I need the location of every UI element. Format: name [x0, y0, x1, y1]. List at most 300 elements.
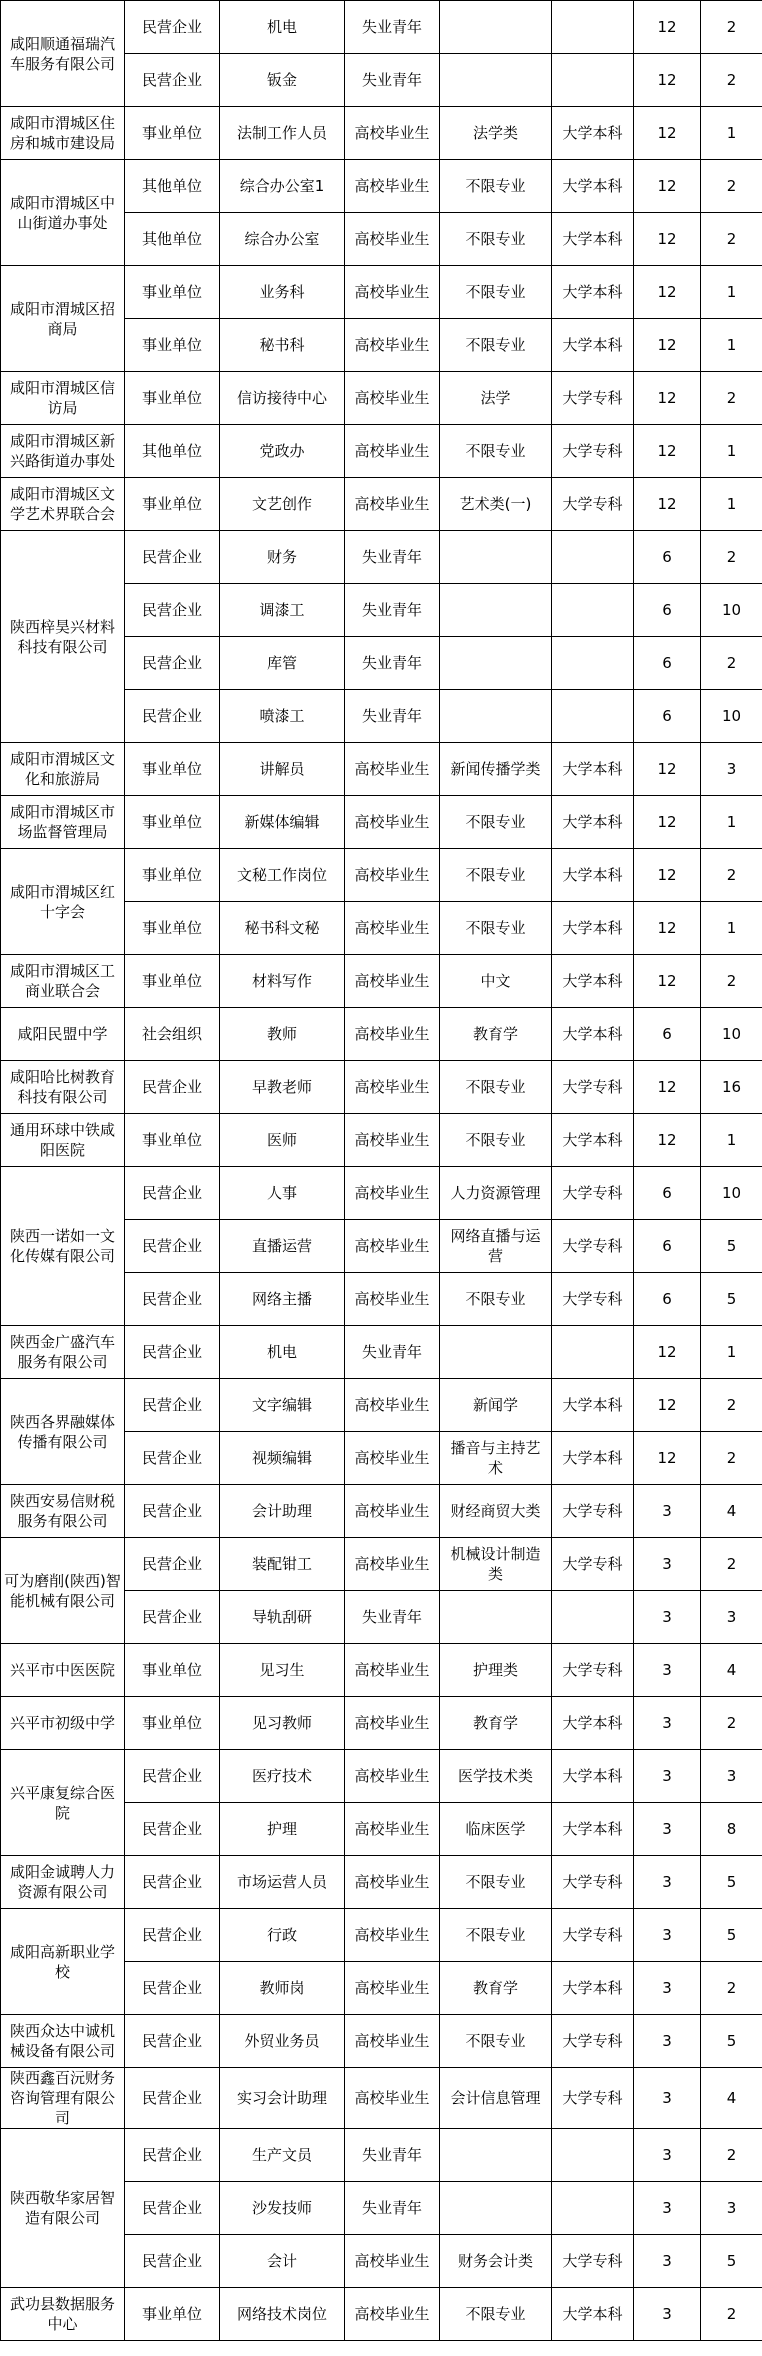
headcount-cell: 3 — [701, 2182, 762, 2235]
duration-cell: 12 — [634, 849, 701, 902]
organization-cell: 咸阳市渭城区新兴路街道办事处 — [1, 425, 125, 478]
education-cell: 大学本科 — [552, 1750, 634, 1803]
position-cell: 医疗技术 — [220, 1750, 345, 1803]
target-group-cell: 失业青年 — [345, 2182, 440, 2235]
target-group-cell: 失业青年 — [345, 531, 440, 584]
target-group-cell: 高校毕业生 — [345, 1114, 440, 1167]
unit-type-cell: 事业单位 — [125, 372, 220, 425]
duration-cell: 12 — [634, 902, 701, 955]
target-group-cell: 高校毕业生 — [345, 1538, 440, 1591]
position-cell: 生产文员 — [220, 2129, 345, 2182]
target-group-cell: 失业青年 — [345, 2129, 440, 2182]
major-cell: 教育学 — [440, 1962, 552, 2015]
education-cell: 大学本科 — [552, 107, 634, 160]
target-group-cell: 失业青年 — [345, 1326, 440, 1379]
headcount-cell: 2 — [701, 2129, 762, 2182]
duration-cell: 6 — [634, 1008, 701, 1061]
headcount-cell: 4 — [701, 2068, 762, 2129]
major-cell: 不限专业 — [440, 2288, 552, 2341]
table-body — [1, 1, 762, 2341]
position-cell: 行政 — [220, 1909, 345, 1962]
education-cell: 大学专科 — [552, 478, 634, 531]
target-group-cell: 高校毕业生 — [345, 319, 440, 372]
target-group-cell: 高校毕业生 — [345, 743, 440, 796]
organization-cell: 武功县数据服务中心 — [1, 2288, 125, 2341]
target-group-cell: 高校毕业生 — [345, 213, 440, 266]
headcount-cell: 2 — [701, 213, 762, 266]
duration-cell: 12 — [634, 213, 701, 266]
organization-cell: 咸阳市渭城区红十字会 — [1, 849, 125, 955]
organization-cell: 兴平市初级中学 — [1, 1697, 125, 1750]
unit-type-cell: 其他单位 — [125, 213, 220, 266]
duration-cell: 12 — [634, 1379, 701, 1432]
major-cell: 教育学 — [440, 1697, 552, 1750]
headcount-cell: 10 — [701, 1008, 762, 1061]
headcount-cell: 1 — [701, 319, 762, 372]
target-group-cell: 高校毕业生 — [345, 1750, 440, 1803]
duration-cell: 12 — [634, 955, 701, 1008]
major-cell: 医学技术类 — [440, 1750, 552, 1803]
duration-cell: 12 — [634, 1061, 701, 1114]
major-cell: 中文 — [440, 955, 552, 1008]
target-group-cell: 高校毕业生 — [345, 372, 440, 425]
target-group-cell: 高校毕业生 — [345, 478, 440, 531]
headcount-cell: 5 — [701, 1909, 762, 1962]
organization-cell: 咸阳市渭城区招商局 — [1, 266, 125, 372]
unit-type-cell: 民营企业 — [125, 1, 220, 54]
major-cell: 机械设计制造类 — [440, 1538, 552, 1591]
table-row — [1, 1379, 762, 1432]
target-group-cell: 高校毕业生 — [345, 1909, 440, 1962]
duration-cell: 3 — [634, 2288, 701, 2341]
education-cell: 大学本科 — [552, 849, 634, 902]
organization-cell: 陕西安易信财税服务有限公司 — [1, 1485, 125, 1538]
headcount-cell: 2 — [701, 372, 762, 425]
education-cell: 大学专科 — [552, 1167, 634, 1220]
position-cell: 直播运营 — [220, 1220, 345, 1273]
position-cell: 综合办公室1 — [220, 160, 345, 213]
major-cell — [440, 531, 552, 584]
education-cell: 大学专科 — [552, 1273, 634, 1326]
unit-type-cell: 事业单位 — [125, 902, 220, 955]
education-cell: 大学专科 — [552, 372, 634, 425]
major-cell: 新闻传播学类 — [440, 743, 552, 796]
unit-type-cell: 民营企业 — [125, 584, 220, 637]
table-row — [1, 1167, 762, 1220]
headcount-cell: 2 — [701, 1538, 762, 1591]
headcount-cell: 1 — [701, 1326, 762, 1379]
duration-cell: 6 — [634, 637, 701, 690]
education-cell — [552, 584, 634, 637]
duration-cell: 12 — [634, 372, 701, 425]
major-cell: 会计信息管理 — [440, 2068, 552, 2129]
duration-cell: 6 — [634, 1167, 701, 1220]
table-row — [1, 1644, 762, 1697]
education-cell — [552, 1, 634, 54]
position-cell: 业务科 — [220, 266, 345, 319]
position-cell: 机电 — [220, 1, 345, 54]
unit-type-cell: 民营企业 — [125, 2068, 220, 2129]
headcount-cell: 5 — [701, 1273, 762, 1326]
unit-type-cell: 民营企业 — [125, 1750, 220, 1803]
education-cell: 大学专科 — [552, 2015, 634, 2068]
education-cell: 大学专科 — [552, 1061, 634, 1114]
unit-type-cell: 事业单位 — [125, 266, 220, 319]
position-cell: 视频编辑 — [220, 1432, 345, 1485]
unit-type-cell: 民营企业 — [125, 531, 220, 584]
education-cell: 大学专科 — [552, 1856, 634, 1909]
target-group-cell: 高校毕业生 — [345, 1962, 440, 2015]
target-group-cell: 高校毕业生 — [345, 796, 440, 849]
major-cell — [440, 2182, 552, 2235]
unit-type-cell: 民营企业 — [125, 690, 220, 743]
headcount-cell: 2 — [701, 637, 762, 690]
unit-type-cell: 民营企业 — [125, 1273, 220, 1326]
duration-cell: 6 — [634, 1220, 701, 1273]
major-cell: 不限专业 — [440, 266, 552, 319]
table-row — [1, 160, 762, 213]
target-group-cell: 高校毕业生 — [345, 1379, 440, 1432]
major-cell: 艺术类(一) — [440, 478, 552, 531]
table-row — [1, 849, 762, 902]
organization-cell: 咸阳金诚聘人力资源有限公司 — [1, 1856, 125, 1909]
organization-cell: 陕西金广盛汽车服务有限公司 — [1, 1326, 125, 1379]
major-cell — [440, 690, 552, 743]
major-cell: 临床医学 — [440, 1803, 552, 1856]
unit-type-cell: 事业单位 — [125, 1114, 220, 1167]
duration-cell: 12 — [634, 796, 701, 849]
position-cell: 文秘工作岗位 — [220, 849, 345, 902]
education-cell: 大学本科 — [552, 213, 634, 266]
education-cell — [552, 54, 634, 107]
organization-cell: 兴平市中医医院 — [1, 1644, 125, 1697]
headcount-cell: 4 — [701, 1644, 762, 1697]
headcount-cell: 5 — [701, 2235, 762, 2288]
major-cell — [440, 54, 552, 107]
unit-type-cell: 事业单位 — [125, 2288, 220, 2341]
education-cell — [552, 2182, 634, 2235]
position-cell: 早教老师 — [220, 1061, 345, 1114]
position-cell: 法制工作人员 — [220, 107, 345, 160]
position-cell: 调漆工 — [220, 584, 345, 637]
major-cell — [440, 1591, 552, 1644]
organization-cell: 咸阳市渭城区文化和旅游局 — [1, 743, 125, 796]
education-cell: 大学本科 — [552, 1432, 634, 1485]
target-group-cell: 高校毕业生 — [345, 1697, 440, 1750]
major-cell: 不限专业 — [440, 2015, 552, 2068]
unit-type-cell: 民营企业 — [125, 2015, 220, 2068]
education-cell: 大学专科 — [552, 2235, 634, 2288]
major-cell: 播音与主持艺术 — [440, 1432, 552, 1485]
duration-cell: 3 — [634, 2015, 701, 2068]
unit-type-cell: 事业单位 — [125, 1697, 220, 1750]
table-row — [1, 478, 762, 531]
unit-type-cell: 民营企业 — [125, 1803, 220, 1856]
unit-type-cell: 民营企业 — [125, 54, 220, 107]
education-cell — [552, 637, 634, 690]
duration-cell: 3 — [634, 2235, 701, 2288]
major-cell — [440, 584, 552, 637]
organization-cell: 咸阳民盟中学 — [1, 1008, 125, 1061]
major-cell: 网络直播与运营 — [440, 1220, 552, 1273]
education-cell: 大学本科 — [552, 1697, 634, 1750]
unit-type-cell: 民营企业 — [125, 1220, 220, 1273]
headcount-cell: 10 — [701, 1167, 762, 1220]
education-cell: 大学本科 — [552, 902, 634, 955]
unit-type-cell: 社会组织 — [125, 1008, 220, 1061]
education-cell: 大学本科 — [552, 796, 634, 849]
major-cell — [440, 2129, 552, 2182]
target-group-cell: 失业青年 — [345, 584, 440, 637]
position-cell: 秘书科文秘 — [220, 902, 345, 955]
headcount-cell: 16 — [701, 1061, 762, 1114]
position-cell: 文艺创作 — [220, 478, 345, 531]
duration-cell: 3 — [634, 2068, 701, 2129]
unit-type-cell: 民营企业 — [125, 1432, 220, 1485]
organization-cell: 咸阳市渭城区中山街道办事处 — [1, 160, 125, 266]
major-cell — [440, 637, 552, 690]
unit-type-cell: 民营企业 — [125, 1167, 220, 1220]
duration-cell: 12 — [634, 743, 701, 796]
table-row — [1, 743, 762, 796]
major-cell: 法学类 — [440, 107, 552, 160]
education-cell: 大学专科 — [552, 2068, 634, 2129]
duration-cell: 3 — [634, 2129, 701, 2182]
organization-cell: 陕西众达中诚机械设备有限公司 — [1, 2015, 125, 2068]
table-row — [1, 1326, 762, 1379]
organization-cell: 咸阳高新职业学校 — [1, 1909, 125, 2015]
unit-type-cell: 事业单位 — [125, 743, 220, 796]
target-group-cell: 高校毕业生 — [345, 107, 440, 160]
major-cell — [440, 1, 552, 54]
duration-cell: 12 — [634, 1114, 701, 1167]
major-cell: 法学 — [440, 372, 552, 425]
duration-cell: 3 — [634, 1538, 701, 1591]
duration-cell: 6 — [634, 690, 701, 743]
duration-cell: 12 — [634, 266, 701, 319]
organization-cell: 咸阳哈比树教育科技有限公司 — [1, 1061, 125, 1114]
target-group-cell: 高校毕业生 — [345, 266, 440, 319]
major-cell: 不限专业 — [440, 425, 552, 478]
headcount-cell: 1 — [701, 478, 762, 531]
education-cell — [552, 690, 634, 743]
organization-cell: 陕西各界融媒体传播有限公司 — [1, 1379, 125, 1485]
unit-type-cell: 事业单位 — [125, 1644, 220, 1697]
major-cell: 财务会计类 — [440, 2235, 552, 2288]
table-row — [1, 372, 762, 425]
duration-cell: 3 — [634, 1962, 701, 2015]
table-row — [1, 1485, 762, 1538]
duration-cell: 3 — [634, 1697, 701, 1750]
table-row — [1, 1008, 762, 1061]
target-group-cell: 高校毕业生 — [345, 1220, 440, 1273]
target-group-cell: 高校毕业生 — [345, 1432, 440, 1485]
major-cell: 不限专业 — [440, 1061, 552, 1114]
organization-cell: 咸阳市渭城区市场监督管理局 — [1, 796, 125, 849]
table-row — [1, 531, 762, 584]
position-cell: 沙发技师 — [220, 2182, 345, 2235]
major-cell: 不限专业 — [440, 213, 552, 266]
position-cell: 库管 — [220, 637, 345, 690]
headcount-cell: 3 — [701, 743, 762, 796]
target-group-cell: 高校毕业生 — [345, 425, 440, 478]
duration-cell: 12 — [634, 54, 701, 107]
table-row — [1, 266, 762, 319]
position-cell: 会计助理 — [220, 1485, 345, 1538]
table-row — [1, 2068, 762, 2129]
table-row — [1, 1750, 762, 1803]
major-cell: 护理类 — [440, 1644, 552, 1697]
position-cell: 导轨刮研 — [220, 1591, 345, 1644]
unit-type-cell: 事业单位 — [125, 319, 220, 372]
headcount-cell: 2 — [701, 1697, 762, 1750]
position-cell: 喷漆工 — [220, 690, 345, 743]
headcount-cell: 5 — [701, 1220, 762, 1273]
unit-type-cell: 民营企业 — [125, 1856, 220, 1909]
target-group-cell: 高校毕业生 — [345, 2068, 440, 2129]
target-group-cell: 高校毕业生 — [345, 902, 440, 955]
education-cell — [552, 2129, 634, 2182]
target-group-cell: 失业青年 — [345, 1591, 440, 1644]
position-cell: 护理 — [220, 1803, 345, 1856]
table-row — [1, 2129, 762, 2182]
duration-cell: 3 — [634, 1909, 701, 1962]
duration-cell: 12 — [634, 1326, 701, 1379]
education-cell: 大学专科 — [552, 1538, 634, 1591]
table-row — [1, 107, 762, 160]
education-cell: 大学专科 — [552, 425, 634, 478]
target-group-cell: 高校毕业生 — [345, 1485, 440, 1538]
target-group-cell: 失业青年 — [345, 1, 440, 54]
headcount-cell: 5 — [701, 2015, 762, 2068]
major-cell: 教育学 — [440, 1008, 552, 1061]
headcount-cell: 2 — [701, 531, 762, 584]
position-cell: 网络主播 — [220, 1273, 345, 1326]
duration-cell: 12 — [634, 107, 701, 160]
headcount-cell: 2 — [701, 1379, 762, 1432]
unit-type-cell: 其他单位 — [125, 160, 220, 213]
position-cell: 会计 — [220, 2235, 345, 2288]
organization-cell: 咸阳市渭城区信访局 — [1, 372, 125, 425]
duration-cell: 6 — [634, 584, 701, 637]
position-cell: 外贸业务员 — [220, 2015, 345, 2068]
organization-cell: 陕西一诺如一文化传媒有限公司 — [1, 1167, 125, 1326]
position-cell: 见习生 — [220, 1644, 345, 1697]
organization-cell: 陕西鑫百沅财务咨询管理有限公司 — [1, 2068, 125, 2129]
target-group-cell: 高校毕业生 — [345, 1644, 440, 1697]
headcount-cell: 10 — [701, 584, 762, 637]
table-row — [1, 425, 762, 478]
headcount-cell: 2 — [701, 2288, 762, 2341]
major-cell: 不限专业 — [440, 849, 552, 902]
unit-type-cell: 民营企业 — [125, 1962, 220, 2015]
position-cell: 材料写作 — [220, 955, 345, 1008]
unit-type-cell: 民营企业 — [125, 2129, 220, 2182]
education-cell: 大学本科 — [552, 1379, 634, 1432]
position-cell: 钣金 — [220, 54, 345, 107]
education-cell: 大学专科 — [552, 1220, 634, 1273]
target-group-cell: 高校毕业生 — [345, 1856, 440, 1909]
position-cell: 信访接待中心 — [220, 372, 345, 425]
target-group-cell: 高校毕业生 — [345, 849, 440, 902]
headcount-cell: 2 — [701, 54, 762, 107]
headcount-cell: 2 — [701, 1, 762, 54]
position-cell: 网络技术岗位 — [220, 2288, 345, 2341]
headcount-cell: 1 — [701, 266, 762, 319]
education-cell: 大学本科 — [552, 2288, 634, 2341]
position-cell: 财务 — [220, 531, 345, 584]
duration-cell: 3 — [634, 1644, 701, 1697]
duration-cell: 12 — [634, 425, 701, 478]
headcount-cell: 1 — [701, 902, 762, 955]
unit-type-cell: 事业单位 — [125, 107, 220, 160]
headcount-cell: 2 — [701, 955, 762, 1008]
headcount-cell: 1 — [701, 425, 762, 478]
position-cell: 市场运营人员 — [220, 1856, 345, 1909]
unit-type-cell: 民营企业 — [125, 1326, 220, 1379]
table-row — [1, 955, 762, 1008]
unit-type-cell: 民营企业 — [125, 1591, 220, 1644]
table-row — [1, 1538, 762, 1591]
table-row — [1, 1061, 762, 1114]
organization-cell: 可为磨削(陕西)智能机械有限公司 — [1, 1538, 125, 1644]
headcount-cell: 1 — [701, 107, 762, 160]
major-cell: 不限专业 — [440, 1856, 552, 1909]
target-group-cell: 高校毕业生 — [345, 1273, 440, 1326]
education-cell: 大学本科 — [552, 319, 634, 372]
position-cell: 讲解员 — [220, 743, 345, 796]
position-cell: 实习会计助理 — [220, 2068, 345, 2129]
duration-cell: 12 — [634, 1, 701, 54]
major-cell: 不限专业 — [440, 319, 552, 372]
education-cell: 大学本科 — [552, 955, 634, 1008]
organization-cell: 咸阳市渭城区住房和城市建设局 — [1, 107, 125, 160]
position-cell: 综合办公室 — [220, 213, 345, 266]
headcount-cell: 2 — [701, 1432, 762, 1485]
duration-cell: 6 — [634, 531, 701, 584]
major-cell: 人力资源管理 — [440, 1167, 552, 1220]
position-cell: 人事 — [220, 1167, 345, 1220]
table-row — [1, 1, 762, 54]
target-group-cell: 高校毕业生 — [345, 2235, 440, 2288]
duration-cell: 12 — [634, 319, 701, 372]
organization-cell: 咸阳市渭城区文学艺术界联合会 — [1, 478, 125, 531]
unit-type-cell: 事业单位 — [125, 796, 220, 849]
major-cell: 新闻学 — [440, 1379, 552, 1432]
headcount-cell: 2 — [701, 160, 762, 213]
major-cell: 不限专业 — [440, 796, 552, 849]
unit-type-cell: 事业单位 — [125, 849, 220, 902]
unit-type-cell: 民营企业 — [125, 637, 220, 690]
education-cell — [552, 1591, 634, 1644]
table-row — [1, 2288, 762, 2341]
target-group-cell: 高校毕业生 — [345, 955, 440, 1008]
target-group-cell: 高校毕业生 — [345, 2015, 440, 2068]
target-group-cell: 高校毕业生 — [345, 2288, 440, 2341]
unit-type-cell: 民营企业 — [125, 1538, 220, 1591]
duration-cell: 12 — [634, 478, 701, 531]
duration-cell: 3 — [634, 1750, 701, 1803]
major-cell — [440, 1326, 552, 1379]
organization-cell: 咸阳顺通福瑞汽车服务有限公司 — [1, 1, 125, 107]
education-cell: 大学专科 — [552, 1909, 634, 1962]
education-cell: 大学专科 — [552, 1644, 634, 1697]
major-cell: 不限专业 — [440, 1273, 552, 1326]
headcount-cell: 1 — [701, 796, 762, 849]
table-row — [1, 1909, 762, 1962]
education-cell: 大学本科 — [552, 160, 634, 213]
table-row — [1, 1697, 762, 1750]
